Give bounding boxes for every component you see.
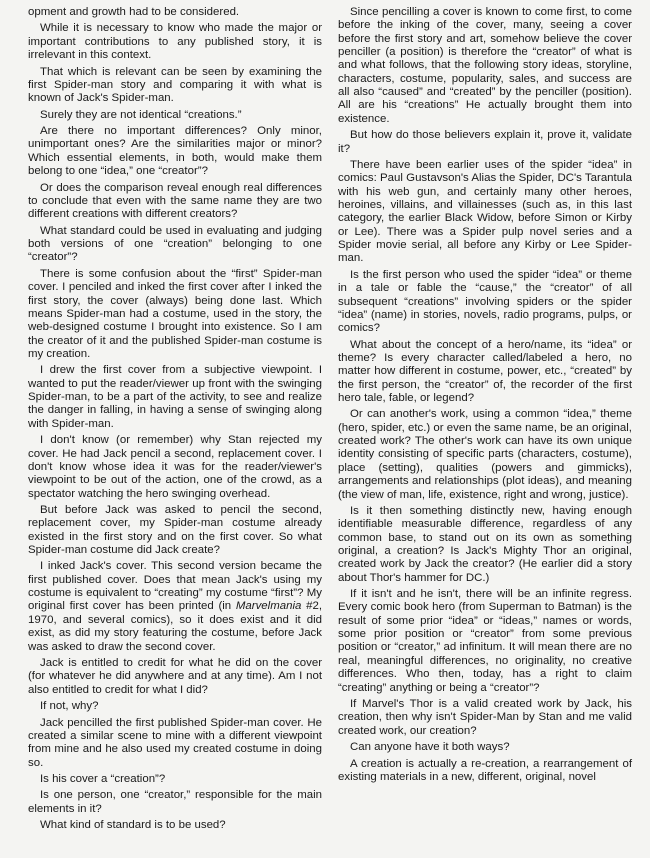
paragraph: Is one person, one “creator,” responsible for the main elements in it? — [28, 789, 322, 815]
paragraph: There have been earlier uses of the spider “idea” in comics: Paul Gustavson's Alias the Spider, DC's Tarantula with his web gun, and certainly many other heroes, heroines, villains, and villainesses (such as, in this last category, the earlier Black Widow, before Simon or Kirby or Lee). There was a Spider pulp novel series and a Spider movie serial, all before any Kirby or Lee Spider-man. — [338, 158, 632, 265]
paragraph: That which is relevant can be seen by examining the first Spider-man story and comparing it with what is known of Jack's Spider-man. — [28, 65, 322, 105]
paragraph: Is the first person who used the spider “idea” or theme in a tale or fable the “cause,” the “creator” of all subsequent “creations” involving spiders or the spider “idea” (name) in stories, novels, radio programs, pulps, or comics? — [338, 268, 632, 335]
paragraph: But how do those believers explain it, prove it, validate it? — [338, 129, 632, 155]
right-text-column — [338, 6, 632, 858]
paragraph: Can anyone have it both ways? — [350, 741, 510, 754]
paragraph: Is it then something distinctly new, having enough identifiable measurable difference, regardless of any common base, to stand out on its own as something original, a creation? Is Jack's Mighty Thor an original, created work by Jack the creator? (He earlier did a story about Thor's hammer for DC.) — [338, 504, 632, 584]
paragraph: But before Jack was asked to pencil the second, replacement cover, my Spider-man costume already existed in the first story and on the first cover. So what Spider-man costume did Jack create? — [28, 503, 322, 556]
paragraph: Since pencilling a cover is known to come first, to come before the inking of the cover, many, seeing a cover before the first story and art, somehow believe the cover penciller (a position) is therefore the “creator” of what is and what follows, that the following story ideas, storyline, characters, costume, popularity, sales, and success are all also “caused” and “created” by the penciller (position). All are his “creations” He actually brought them into existence. — [338, 6, 632, 125]
paragraph: A creation is actually a re-creation, a rearrangement of existing materials in a new, different, original, novel — [338, 757, 632, 783]
paragraph: There is some confusion about the “first” Spider-man cover. I penciled and inked the first cover after I inked the first story, the cover (always) being done last. Which means Spider-man had a costume, used in the story, the web-designed costume I brought into existence. So I am the creator of it and the published Spider-man costume is my creation. — [28, 267, 322, 360]
paragraph: opment and growth had to be considered. — [28, 6, 240, 18]
paragraph: Jack is entitled to credit for what he did on the cover (for whatever he did anywhere and at any time). Am I not also entitled to credit for what I did? — [28, 656, 322, 696]
paragraph: What standard could be used in evaluating and judging both versions of one “creation” belonging to one “creator”? — [28, 224, 322, 264]
paragraph: While it is necessary to know who made the major or important contributions to any published story, it is irrelevant in this context. — [28, 22, 322, 62]
left-text-column — [28, 6, 322, 858]
paragraph: If not, why? — [40, 700, 99, 713]
paragraph: If Marvel's Thor is a valid created work by Jack, his creation, then why isn't Spider-Man by Stan and me valid created work, our creation? — [338, 697, 632, 737]
paragraph: What kind of standard is to be used? — [40, 819, 226, 832]
paragraph: What about the concept of a hero/name, its “idea” or theme? Is every character called/labeled a hero, no matter how different in costume, power, etc., “created” by the first person, the “creator” of, the recorder of the first hero tale, fable, or legend? — [338, 338, 632, 404]
paragraph: I don't know (or remember) why Stan rejected my cover. He had Jack pencil a second, replacement cover. I don't know whose idea it was for the reader/viewer's viewpoint to be out of the action, one of the crowd, as a spectator watching the hero swinging overhead. — [28, 434, 322, 500]
paragraph: If it isn't and he isn't, there will be an infinite regress. Every comic book hero (from Superman to Batman) is the result of some prior “idea” or “ideas,” names or words, some prior position or “creator” from some previous position or “creator,” ad infinitum. It will mean there are no real, meaningful differences, no originality, no creative differences. Who then, today, has a right to claim “creating” anything or being a “creator”? — [338, 588, 632, 694]
paragraph: Or can another's work, using a common “idea,” theme (hero, spider, etc.) or even the same name, be an original, created work? The other's work can have its own unique identity consisting of specific parts (characters, costume), place (setting), qualities (powers and gimmicks), arrangements and relationships (plot ideas), and meaning (the view of man, life, existence, right and wrong, justice). — [338, 408, 632, 501]
paragraph: I drew the first cover from a subjective viewpoint. I wanted to put the reader/viewer up front with the swinging Spider-man, to be a part of the activity, to see and realize the danger in falling, in having a sense of swinging along with Spider-man. — [28, 364, 322, 430]
paragraph: Is his cover a “creation”? — [40, 772, 166, 785]
paragraph: Or does the comparison reveal enough real differences to conclude that even with the same name they are two different creations with different creators? — [28, 181, 322, 221]
paragraph: Are there no important differences? Only minor, unimportant ones? Are the similarities major or minor? Which essential elements, in both, would make them belong to one “idea,” one “creator”? — [28, 125, 322, 178]
magazine-title: Marvelmania — [235, 600, 302, 613]
paragraph: I inked Jack's cover. This second version became the first published cover. Does that mean Jack's using my costume is equivalent to “creating” my costume “first”? My original first cover has been printed (in Marvelmania #2, 1970, and several comics), so it does exist and it did exist, as did my story featuring the costume, before Jack was asked to draw the second cover. — [28, 560, 322, 653]
paragraph: Surely they are not identical “creations.” — [40, 108, 242, 121]
paragraph: Jack pencilled the first published Spider-man cover. He created a similar scene to mine with a different viewpoint from mine and he also used my created costume in doing so. — [28, 716, 322, 769]
